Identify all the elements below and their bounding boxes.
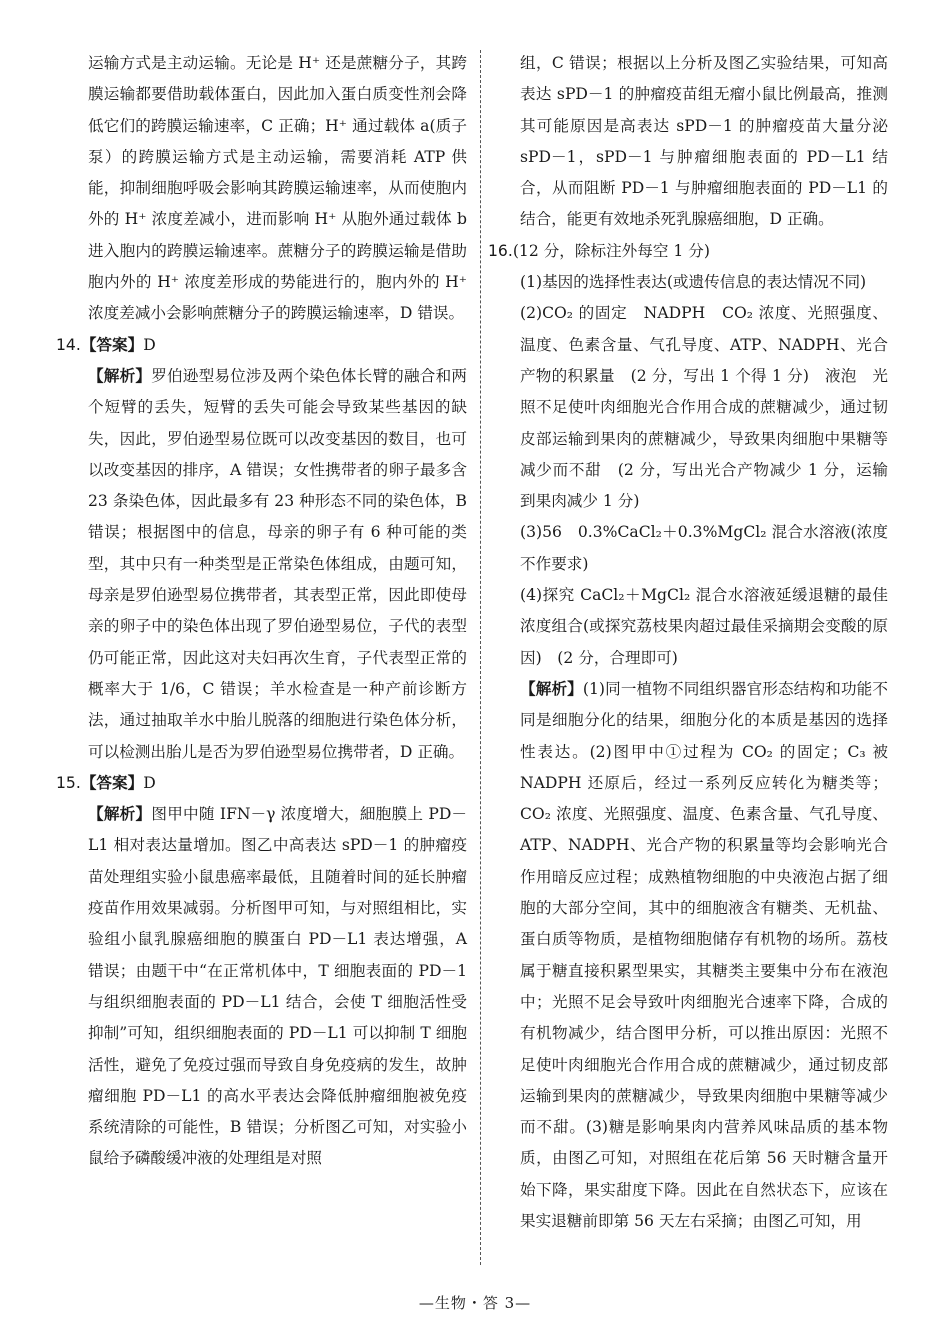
q16-analysis — [494, 674, 888, 1237]
q16-score-note: (12 分，除标注外每空 1 分) — [512, 241, 710, 260]
q16-answer-3: (3)56 0.3%CaCl₂＋0.3%MgCl₂ 混合水溶液(浓度不作要求) — [520, 523, 888, 573]
page-footer: —生物・答 3— — [418, 1294, 532, 1312]
q15-analysis — [62, 799, 467, 1175]
q14-answer: D — [143, 335, 156, 354]
q15-analysis-text: 图甲中随 IFN－γ 浓度增大，細胞膜上 PD－L1 相对表达量增加。图乙中高表达 sPD－1 的肿瘤疫苗处理组实验小鼠患癌率最低，且随着时间的延长肿瘤疫苗作用效果减弱。分析图甲可知，与对照组相比，实验组小鼠乳腺癌细胞的膜蛋白 PD－L1 表达增强，A 错误；由题干中“在正常机体中，T 细胞表面的 PD－1 与组织细胞表面的 PD－L1 结合，会使 T 细胞活性受抑制”可知，组织细胞表面的 PD－L1 可以抑制 T 细胞活性，避免了免疫过强而导致自身免疫病的发生，故肿瘤细胞 PD－L1 的高水平表达会降低肿瘤细胞被免疫系统清除的可能性，B 错误；分析图乙可知，对实验小鼠给予磷酸缓冲液的处理组是对照 — [88, 805, 467, 1168]
q15-analysis-tag: 【解析】 — [88, 805, 152, 824]
q16-answer-2: (2)CO₂ 的固定 NADPH CO₂ 浓度、光照强度、温度、色素含量、气孔导度、ATP、NADPH、光合产物的积累量 (2 分，写出 1 个得 1 分) 液泡 光照不足使叶肉细胞光合作用合成的蔗糖减少，通过韧皮部运输到果肉的蔗糖减少，导致果肉细胞中果糖等减少而不甜 (2 分，写出光合产物减少 1 分，运输到果肉减少 1 分) — [520, 304, 888, 511]
q14-analysis-tag: 【解析】 — [88, 366, 152, 385]
q13-analysis-continued: 运输方式是主动运输。无论是 H⁺ 还是蔗糖分子，其跨膜运输都要借助载体蛋白，因此加入蛋白质变性剂会降低它们的跨膜运输速率，C 正确；H⁺ 通过载体 a(质子泵）的跨膜运输方式是主动运输，需要消耗 ATP 供能，抑制细胞呼吸会影响其跨膜运输速率，从而使胞内外的 H⁺ 浓度差减小，进而影响 H⁺ 从胞外通过载体 b 进入胞内的跨膜运输速率。蔗糖分子的跨膜运输是借助胞内外的 H⁺ 浓度差形成的势能进行的，胞内外的 H⁺ 浓度差减小会影响蔗糖分子的跨膜运输速率，D 错误。 — [88, 54, 467, 323]
q15-number: 15. — [56, 773, 81, 792]
q16-analysis-tag: 【解析】 — [520, 679, 583, 698]
q16-number: 16. — [488, 241, 513, 260]
q16-analysis-text: (1)同一植物不同组织器官形态结构和功能不同是细胞分化的结果，细胞分化的本质是基因的选择性表达。(2)图甲中①过程为 CO₂ 的固定；C₃ 被 NADPH 还原后，经过一系列反应转化为糖类等；CO₂ 浓度、光照强度、温度、色素含量、气孔导度、ATP、NADPH、光合产物的积累量等均会影响光合作用暗反应过程；成熟植物细胞的中央液泡占据了细胞的大部分空间，其中的细胞液含有糖类、无机盐、蛋白质等物质，是植物细胞储存有机物的场所。荔枝属于糖直接积累型果实，其糖类主要集中分布在液泡中；光照不足会导致叶肉细胞光合速率下降，合成的有机物减少，结合图甲分析，可以推出原因：光照不足使叶肉细胞光合作用合成的蔗糖减少，通过韧皮部运输到果肉的蔗糖减少，导致果肉细胞中果糖等减少而不甜。(3)糖是影响果肉内营养风味品质的基本物质，由图乙可知，对照组在花后第 56 天时糖含量开始下降，果实甜度下降。因此在自然状态下，应该在果实退糖前即第 56 天左右采摘；由图乙可知，用 — [520, 679, 888, 1230]
q15-answer-tag: 【答案】 — [80, 773, 144, 792]
q14-analysis-text: 罗伯逊型易位涉及两个染色体长臂的融合和两个短臂的丢失，短臂的丢失可能会导致某些基因的缺失，因此，罗伯逊型易位既可以改变基因的数目，也可以改变基因的排序，A 错误；女性携带者的卵子最多含 23 条染色体，因此最多有 23 种形态不同的染色体，B 错误；根据图中的信息，母亲的卵子有 6 种可能的类型，其中只有一种类型是正常染色体组成，由题可知，母亲是罗伯逊型易位携带者，其表型正常，因此即使母亲的卵子中的染色体出现了罗伯逊型易位，子代的表型仍可能正常，因此这对夫妇再次生育，子代表型正常的概率大于 1/6，C 错误；羊水检查是一种产前诊断方法，通过抽取羊水中胎儿脱落的细胞进行染色体分析，可以检测出胎儿是否为罗伯逊型易位携带者，D 正确。 — [88, 366, 467, 761]
q14-analysis — [62, 361, 467, 768]
q14-answer-line — [56, 330, 467, 361]
q16-answer-4: (4)探究 CaCl₂＋MgCl₂ 混合水溶液延缓退糖的最佳浓度组合(或探究荔枝果肉超过最佳采摘期会变酸的原因) (2 分，合理即可) — [520, 586, 888, 667]
q14-answer-tag: 【答案】 — [80, 335, 144, 354]
q15-analysis-continued: 组，C 错误；根据以上分析及图乙实验结果，可知高表达 sPD－1 的肿瘤疫苗组无瘤小鼠比例最高，推测其可能原因是高表达 sPD－1 的肿瘤疫苗大量分泌 sPD－1，sPD－1 与肿瘤细胞表面的 PD－L1 结合，从而阻断 PD－1 与肿瘤细胞表面的 PD－L1 的结合，能更有效地杀死乳腺癌细胞，D 正确。 — [520, 54, 888, 229]
q16-header — [488, 236, 888, 267]
right-column — [488, 48, 888, 1237]
q14-number: 14. — [56, 335, 81, 354]
left-column — [56, 48, 467, 1175]
q16-answer-1: (1)基因的选择性表达(或遗传信息的表达情况不同) — [520, 273, 867, 292]
q15-answer: D — [143, 773, 156, 792]
column-divider — [480, 50, 481, 1265]
q15-answer-line — [56, 768, 467, 799]
